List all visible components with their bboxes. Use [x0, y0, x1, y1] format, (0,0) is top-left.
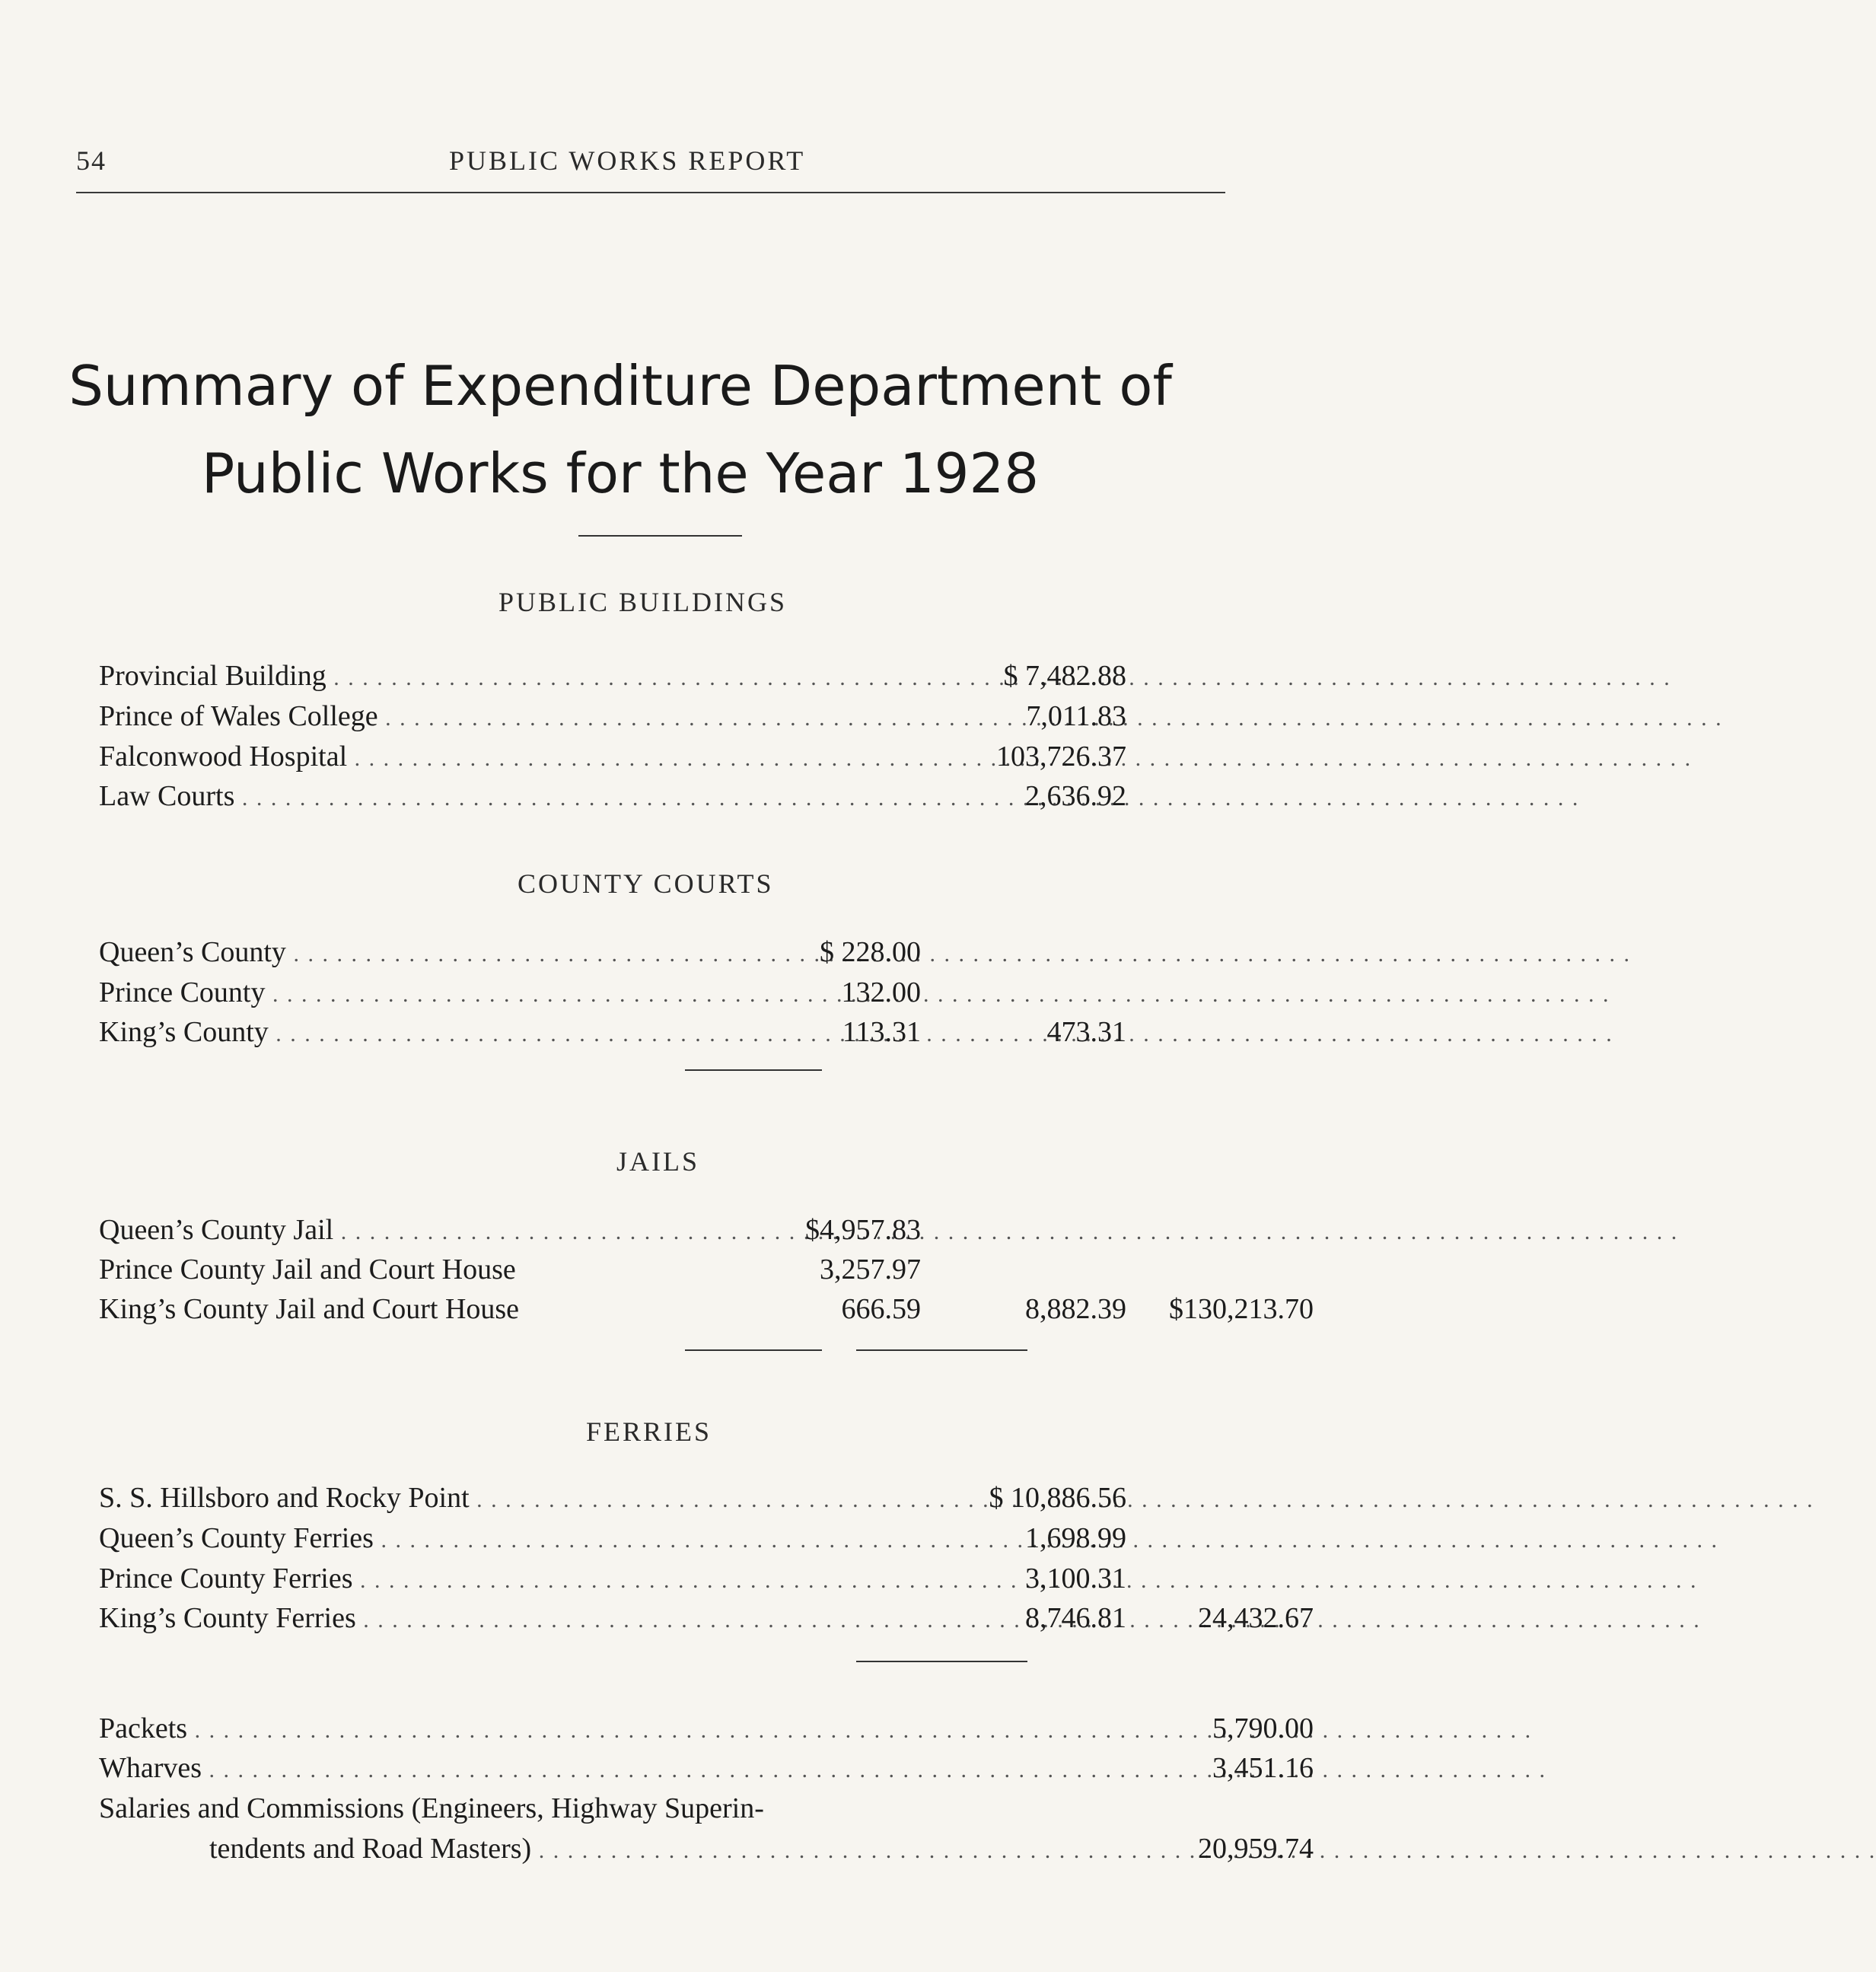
running-header-title: PUBLIC WORKS REPORT: [449, 145, 806, 176]
item-label: Salaries and Commissions (Engineers, Highway Superin-: [99, 1792, 764, 1824]
item-label: S. S. Hillsboro and Rocky Point . . .: [99, 1478, 830, 1520]
item-amount: $4,957.83: [805, 1214, 921, 1246]
item-amount: 7,011.83: [1026, 700, 1126, 732]
section-total: 24,432.67: [1198, 1602, 1314, 1634]
section-heading-jails: JAILS: [616, 1146, 700, 1177]
item-amount: 1,698.99: [1025, 1522, 1126, 1554]
section-total: 473.31: [1046, 1016, 1126, 1048]
item-label: King’s County Ferries . . .: [99, 1598, 830, 1640]
main-title-line-2: Public Works for the Year 1928: [201, 441, 1040, 505]
item-label: Provincial Building . . .: [99, 656, 833, 698]
item-amount: $ 228.00: [820, 936, 921, 968]
header-rule: [76, 192, 1225, 193]
item-amount: 3,451.16: [1212, 1752, 1314, 1784]
item-amount: 3,257.97: [820, 1254, 921, 1285]
item-label: King’s County . . .: [99, 1012, 662, 1054]
item-amount: 3,100.31: [1025, 1563, 1126, 1594]
title-divider: [578, 535, 742, 537]
subtotal-rule: [856, 1349, 1027, 1351]
section-heading-county-courts: COUNTY COURTS: [518, 868, 774, 899]
main-title: [0, 342, 1241, 518]
item-amount: 2,636.92: [1025, 780, 1126, 812]
item-amount: 113.31: [842, 1016, 921, 1048]
item-label: King’s County Jail and Court House: [99, 1293, 520, 1325]
item-label: Prince County Ferries . . .: [99, 1559, 830, 1601]
item-amount: 20,959.74: [1198, 1833, 1314, 1865]
item-label: Queen’s County Jail . . .: [99, 1210, 662, 1252]
main-title-line-1: Summary of Expenditure Department of: [68, 354, 1172, 418]
item-label: Packets . . .: [99, 1709, 1031, 1751]
subtotal-rule: [685, 1349, 822, 1351]
item-label: Queen’s County Ferries . . .: [99, 1518, 830, 1560]
item-label: Wharves . . .: [99, 1748, 1031, 1790]
item-amount: 132.00: [841, 976, 921, 1008]
item-amount: 5,790.00: [1212, 1712, 1314, 1744]
section-heading-public-buildings: PUBLIC BUILDINGS: [498, 587, 788, 617]
buildings-grand-total: $130,213.70: [1169, 1293, 1314, 1325]
item-label: Law Courts . . .: [99, 776, 833, 818]
item-label: Falconwood Hospital . . .: [99, 737, 833, 779]
subtotal-rule: [856, 1661, 1027, 1662]
item-amount: 8,746.81: [1025, 1602, 1126, 1634]
item-label: Prince County Jail and Court House: [99, 1254, 516, 1285]
item-label: Prince of Wales College . . .: [99, 696, 833, 738]
item-label-continued: tendents and Road Masters) . . .: [209, 1829, 1031, 1871]
item-label: Prince County . . .: [99, 973, 662, 1015]
item-label: Queen’s County . . .: [99, 932, 662, 974]
item-amount: 666.59: [841, 1293, 921, 1325]
section-heading-ferries: FERRIES: [586, 1416, 712, 1447]
item-amount: 103,726.37: [996, 741, 1126, 773]
section-total: 8,882.39: [1025, 1293, 1126, 1325]
page-number: 54: [76, 145, 107, 176]
subtotal-rule: [685, 1069, 822, 1071]
item-amount: $ 7,482.88: [1003, 660, 1126, 692]
item-amount: $ 10,886.56: [989, 1482, 1126, 1514]
